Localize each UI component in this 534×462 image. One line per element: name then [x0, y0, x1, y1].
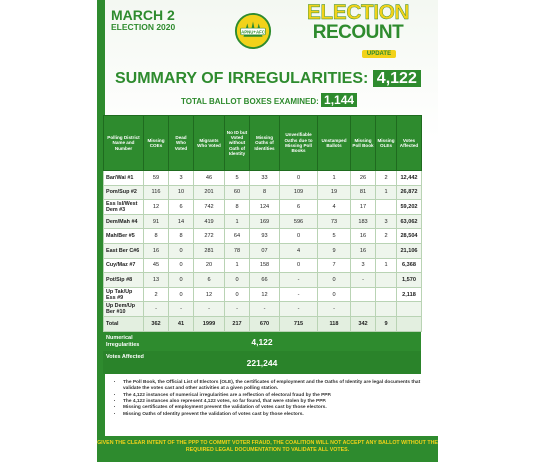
district-name-cell: Pom/Sup #2 [104, 185, 144, 200]
total-label-cell: Total [104, 316, 144, 331]
district-name-cell: Mah/Ber #5 [104, 229, 144, 244]
table-cell: 07 [250, 243, 280, 258]
table-cell: - [280, 273, 318, 288]
table-cell: 12,442 [397, 171, 422, 186]
table-row [104, 287, 422, 302]
table-cell: - [169, 302, 194, 317]
numerical-value: 4,122 [251, 337, 273, 347]
table-cell: 6 [194, 273, 225, 288]
note-item: • The 4,122 instances also represent 4,122 votes, so far found, that were stolen by the PPP. [123, 399, 429, 405]
votes-value: 221,244 [246, 358, 278, 368]
district-name-cell: Bar/Wai #1 [104, 171, 144, 186]
district-name-cell: Pot/Sip #8 [104, 273, 144, 288]
table-cell: 10 [169, 185, 194, 200]
table-cell: 21,106 [397, 243, 422, 258]
table-cell: 2 [376, 171, 397, 186]
table-body [104, 171, 422, 332]
table-cell: 7 [318, 258, 351, 273]
table-row [104, 214, 422, 229]
table-cell: 8 [169, 229, 194, 244]
irregularities-table [103, 115, 422, 332]
table-cell: 20 [194, 258, 225, 273]
total-cell: 342 [351, 316, 376, 331]
total-cell: 715 [280, 316, 318, 331]
total-cell: 362 [144, 316, 169, 331]
column-header: Dead Who Voted [169, 116, 194, 171]
district-name-cell: Up Tak/Up Ess #9 [104, 287, 144, 302]
table-cell: 158 [250, 258, 280, 273]
footer-banner: GIVEN THE CLEAR INTENT OF THE PPP TO COMMIT VOTER FRAUD, THE COALITION WILL NOT ACCEPT ANY BALLOT WITHOUT THE REQUIRED LEGAL DOCUMENTATION TO VALIDATE ALL VOTES. [97, 436, 438, 462]
table-cell: 91 [144, 214, 169, 229]
table-cell: 6,368 [397, 258, 422, 273]
recount-title [294, 2, 422, 60]
summary-label: SUMMARY OF IRREGULARITIES: [115, 70, 369, 87]
table-header-row [104, 116, 422, 171]
election-date [111, 8, 175, 32]
table-cell: 2 [376, 229, 397, 244]
table-cell: - [280, 287, 318, 302]
table-cell: 16 [144, 243, 169, 258]
table-cell: 64 [225, 229, 250, 244]
recount-poster [97, 0, 438, 462]
table-cell: 73 [318, 214, 351, 229]
title-line2: RECOUNT [312, 22, 404, 43]
votes-label: Votes Affected [106, 354, 144, 360]
column-header: Missing COEs [144, 116, 169, 171]
table-cell: 124 [250, 200, 280, 215]
table-cell: 17 [351, 200, 376, 215]
table-cell: 33 [250, 171, 280, 186]
table-cell: 3 [376, 214, 397, 229]
district-name-cell: Cuy/Maz #7 [104, 258, 144, 273]
table-cell: 81 [351, 185, 376, 200]
table-cell: 78 [225, 243, 250, 258]
table-cell: 63,062 [397, 214, 422, 229]
table-cell [376, 273, 397, 288]
table-cell: 59 [144, 171, 169, 186]
column-header: Votes Affected [397, 116, 422, 171]
table-row [104, 200, 422, 215]
table-row [104, 302, 422, 317]
table-cell [351, 287, 376, 302]
table-cell: 0 [280, 229, 318, 244]
note-item: • The Poll Book, the Official List of Electors (OLE), the certificates of employment and the Oaths of Identity are legal documents that validate the votes cast and other activities at a given polling station. [123, 380, 429, 393]
table-cell: 0 [169, 273, 194, 288]
table-cell: 12 [194, 287, 225, 302]
table-cell: 12 [250, 287, 280, 302]
title-line1: ELECTION [306, 1, 410, 24]
table-cell: 2,118 [397, 287, 422, 302]
column-header: Missing Poll Book [351, 116, 376, 171]
table-cell: 183 [351, 214, 376, 229]
column-header: Missing Oaths of Identities [250, 116, 280, 171]
table-cell: 281 [194, 243, 225, 258]
logo-text: APNU+AFC [241, 29, 265, 35]
total-cell: 217 [225, 316, 250, 331]
table-cell [376, 200, 397, 215]
total-cell [397, 316, 422, 331]
note-item: • The 4,122 instances of numerical irregularities are a reflection of electoral fraud by the PPP. [123, 393, 429, 399]
date-text: MARCH 2 [111, 7, 175, 23]
table-cell: 0 [280, 171, 318, 186]
table-cell: 419 [194, 214, 225, 229]
table-cell: 4 [318, 200, 351, 215]
total-cell: 670 [250, 316, 280, 331]
table-cell: 201 [194, 185, 225, 200]
table-cell: - [250, 302, 280, 317]
table-cell: 742 [194, 200, 225, 215]
table-cell: 59,202 [397, 200, 422, 215]
table-cell: 0 [169, 243, 194, 258]
table-cell: 1 [225, 258, 250, 273]
column-header: Polling District Name and Number [104, 116, 144, 171]
column-header: Unverifiable Oaths due to Missing Poll Books [280, 116, 318, 171]
table-cell: 2 [144, 287, 169, 302]
election-year: ELECTION 2020 [111, 21, 176, 32]
boxes-label: TOTAL BALLOT BOXES EXAMINED: [181, 97, 319, 106]
table-cell: 0 [225, 287, 250, 302]
summary-heading [115, 70, 421, 88]
table-cell: 0 [169, 258, 194, 273]
table-row [104, 258, 422, 273]
table-cell: 13 [144, 273, 169, 288]
district-name-cell: Dem/Mah #4 [104, 214, 144, 229]
note-item: • Missing Oaths of Identity prevent the validation of votes cast by those electors. [123, 412, 429, 418]
table-cell: 1,570 [397, 273, 422, 288]
notes-list [115, 380, 429, 418]
table-cell: 3 [169, 171, 194, 186]
table-cell: 6 [280, 200, 318, 215]
numerical-irregularities-band [103, 332, 421, 351]
table-cell: - [225, 302, 250, 317]
table-cell: 26 [351, 171, 376, 186]
table-cell: 596 [280, 214, 318, 229]
table-cell [351, 302, 376, 317]
table-cell: 0 [280, 258, 318, 273]
party-logo-icon [234, 12, 272, 50]
table-cell: 0 [169, 287, 194, 302]
table-cell [376, 243, 397, 258]
table-row [104, 243, 422, 258]
table-cell: 6 [169, 200, 194, 215]
table-cell: - [144, 302, 169, 317]
table-cell: 9 [318, 243, 351, 258]
column-header: Migrants Who Voted [194, 116, 225, 171]
table-cell: 16 [351, 243, 376, 258]
total-cell: 9 [376, 316, 397, 331]
table-cell [376, 287, 397, 302]
table-cell: 5 [318, 229, 351, 244]
table-cell: 109 [280, 185, 318, 200]
table-cell: 60 [225, 185, 250, 200]
summary-value: 4,122 [373, 70, 421, 87]
table-cell: 14 [169, 214, 194, 229]
total-cell: 41 [169, 316, 194, 331]
total-row [104, 316, 422, 331]
column-header: Unstamped Ballots [318, 116, 351, 171]
table-row [104, 171, 422, 186]
table-cell: 3 [351, 258, 376, 273]
ballot-boxes-line [181, 93, 357, 107]
table-cell: 26,872 [397, 185, 422, 200]
district-name-cell: Up Dem/Up Ber #10 [104, 302, 144, 317]
table-cell: 169 [250, 214, 280, 229]
table-cell: 8 [250, 185, 280, 200]
table-cell: 0 [225, 273, 250, 288]
note-item: • Missing certificates of employment prevent the validation of votes cast by those electors. [123, 405, 429, 411]
numerical-label: Numerical Irregularities [106, 335, 140, 348]
table-row [104, 229, 422, 244]
table-cell: - [194, 302, 225, 317]
table-cell: 1 [376, 258, 397, 273]
table-cell: 28,504 [397, 229, 422, 244]
table-cell: 16 [351, 229, 376, 244]
table-cell: 1 [225, 214, 250, 229]
boxes-value: 1,144 [321, 93, 357, 107]
table-cell: 4 [280, 243, 318, 258]
column-header: Missing OLEs [376, 116, 397, 171]
table-row [104, 273, 422, 288]
table-cell [397, 302, 422, 317]
votes-affected-band [103, 351, 421, 374]
table-cell: 93 [250, 229, 280, 244]
table-cell: - [280, 302, 318, 317]
table-cell: 0 [318, 287, 351, 302]
table-cell: 19 [318, 185, 351, 200]
table-cell: 8 [225, 200, 250, 215]
column-header: No ID but Voted without Oath of Identity [225, 116, 250, 171]
table-cell: 46 [194, 171, 225, 186]
table-cell: 1 [318, 171, 351, 186]
total-cell: 1999 [194, 316, 225, 331]
table-cell: - [351, 273, 376, 288]
table-cell: 66 [250, 273, 280, 288]
table-cell: - [318, 302, 351, 317]
table-cell: 8 [144, 229, 169, 244]
table-cell: 0 [318, 273, 351, 288]
update-badge: UPDATE [362, 50, 396, 58]
table-cell: 272 [194, 229, 225, 244]
district-name-cell: East Ber C#6 [104, 243, 144, 258]
table-cell: 5 [225, 171, 250, 186]
table-row [104, 185, 422, 200]
table-cell [376, 302, 397, 317]
table-cell: 1 [376, 185, 397, 200]
table-cell: 12 [144, 200, 169, 215]
total-cell: 118 [318, 316, 351, 331]
table-cell: 45 [144, 258, 169, 273]
table-cell: 116 [144, 185, 169, 200]
district-name-cell: Ess Isl/West Dem #3 [104, 200, 144, 215]
